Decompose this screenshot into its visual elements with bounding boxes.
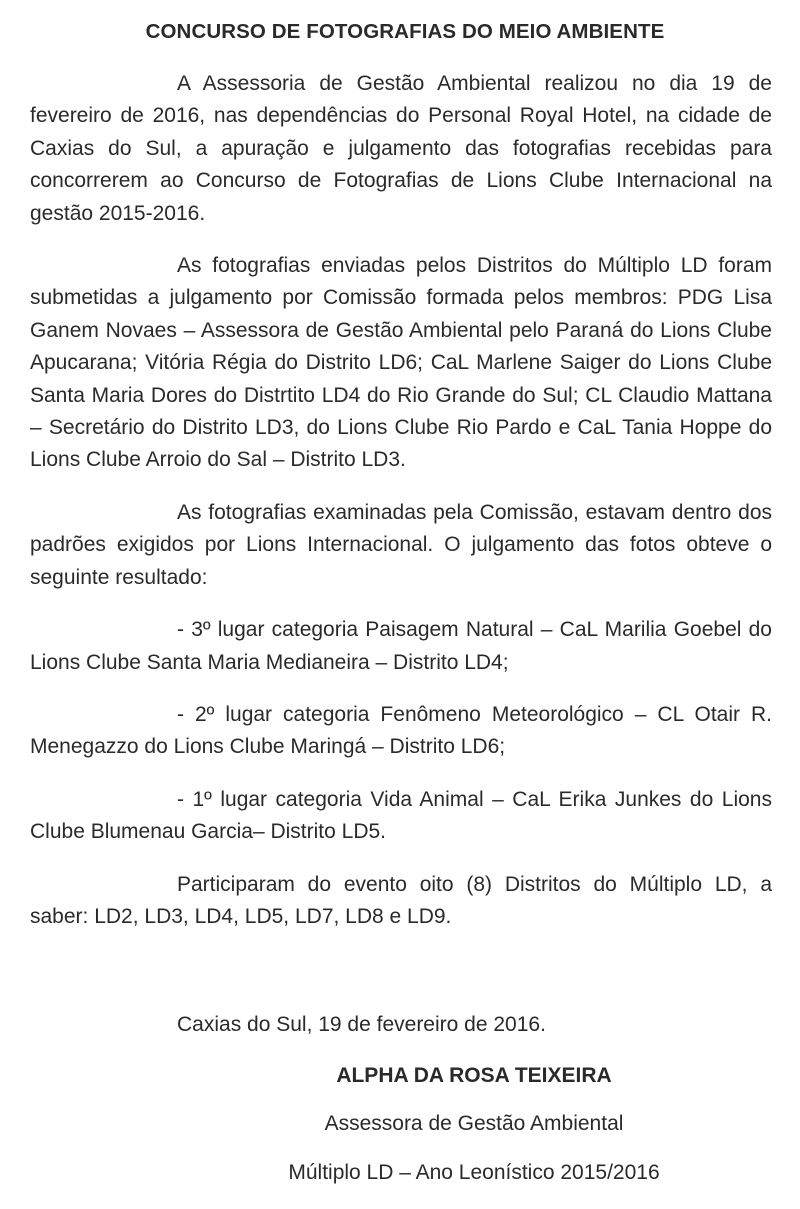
result-first-place: - 1º lugar categoria Vida Animal – CaL Erika Junkes do Lions Clube Blumenau Garcia– Distrito LD5. — [30, 787, 772, 844]
document-body — [30, 16, 772, 933]
paragraph-results-intro: As fotografias examinadas pela Comissão, estavam dentro dos padrões exigidos por Lions Internacional. O julgamento das fotos obteve o seguinte resultado: — [30, 500, 772, 589]
result-third-place: - 3º lugar categoria Paisagem Natural – CaL Marilia Goebel do Lions Clube Santa Maria Medianeira – Distrito LD4; — [30, 618, 772, 674]
place-date: Caxias do Sul, 19 de fevereiro de 2016. — [177, 1013, 546, 1036]
paragraph-intro: A Assessoria de Gestão Ambiental realizou no dia 19 de fevereiro de 2016, nas dependências do Personal Royal Hotel, na cidade de Caxias do Sul, a apuração e julgamento das fotografias recebidas para concorrerem ao Concurso de Fotografias de Lions Clube Internacional na gestão 2015-2016. — [30, 72, 772, 225]
signer-district: Múltiplo LD – Ano Leonístico 2015/2016 — [288, 1161, 660, 1184]
signer-role: Assessora de Gestão Ambiental — [324, 1112, 624, 1135]
result-second-place: - 2º lugar categoria Fenômeno Meteorológico – CL Otair R. Menegazzo do Lions Clube Maringá – Distrito LD6; — [30, 702, 772, 759]
signer-name: ALPHA DA ROSA TEIXEIRA — [336, 1064, 612, 1087]
paragraph-participants: Participaram do evento oito (8) Distritos do Múltiplo LD, a saber: LD2, LD3, LD4, LD5, LD7, LD8 e LD9. — [30, 872, 772, 928]
paragraph-commission: As fotografias enviadas pelos Distritos do Múltiplo LD foram submetidas a julgamento por Comissão formada pelos membros: PDG Lisa Ganem Novaes – Assessora de Gestão Ambiental pelo Paraná do Lions Clube Apucarana; Vitória Régia do Distrito LD6; CaL Marlene Saiger do Lions Clube Santa Maria Dores do Distrtito LD4 do Rio Grande do Sul; CL Claudio Mattana – Secretário do Distrito LD3, do Lions Clube Rio Pardo e CaL Tania Hoppe do Lions Clube Arroio do Sal – Distrito LD3. — [30, 254, 772, 472]
document-title: CONCURSO DE FOTOGRAFIAS DO MEIO AMBIENTE — [145, 20, 665, 43]
